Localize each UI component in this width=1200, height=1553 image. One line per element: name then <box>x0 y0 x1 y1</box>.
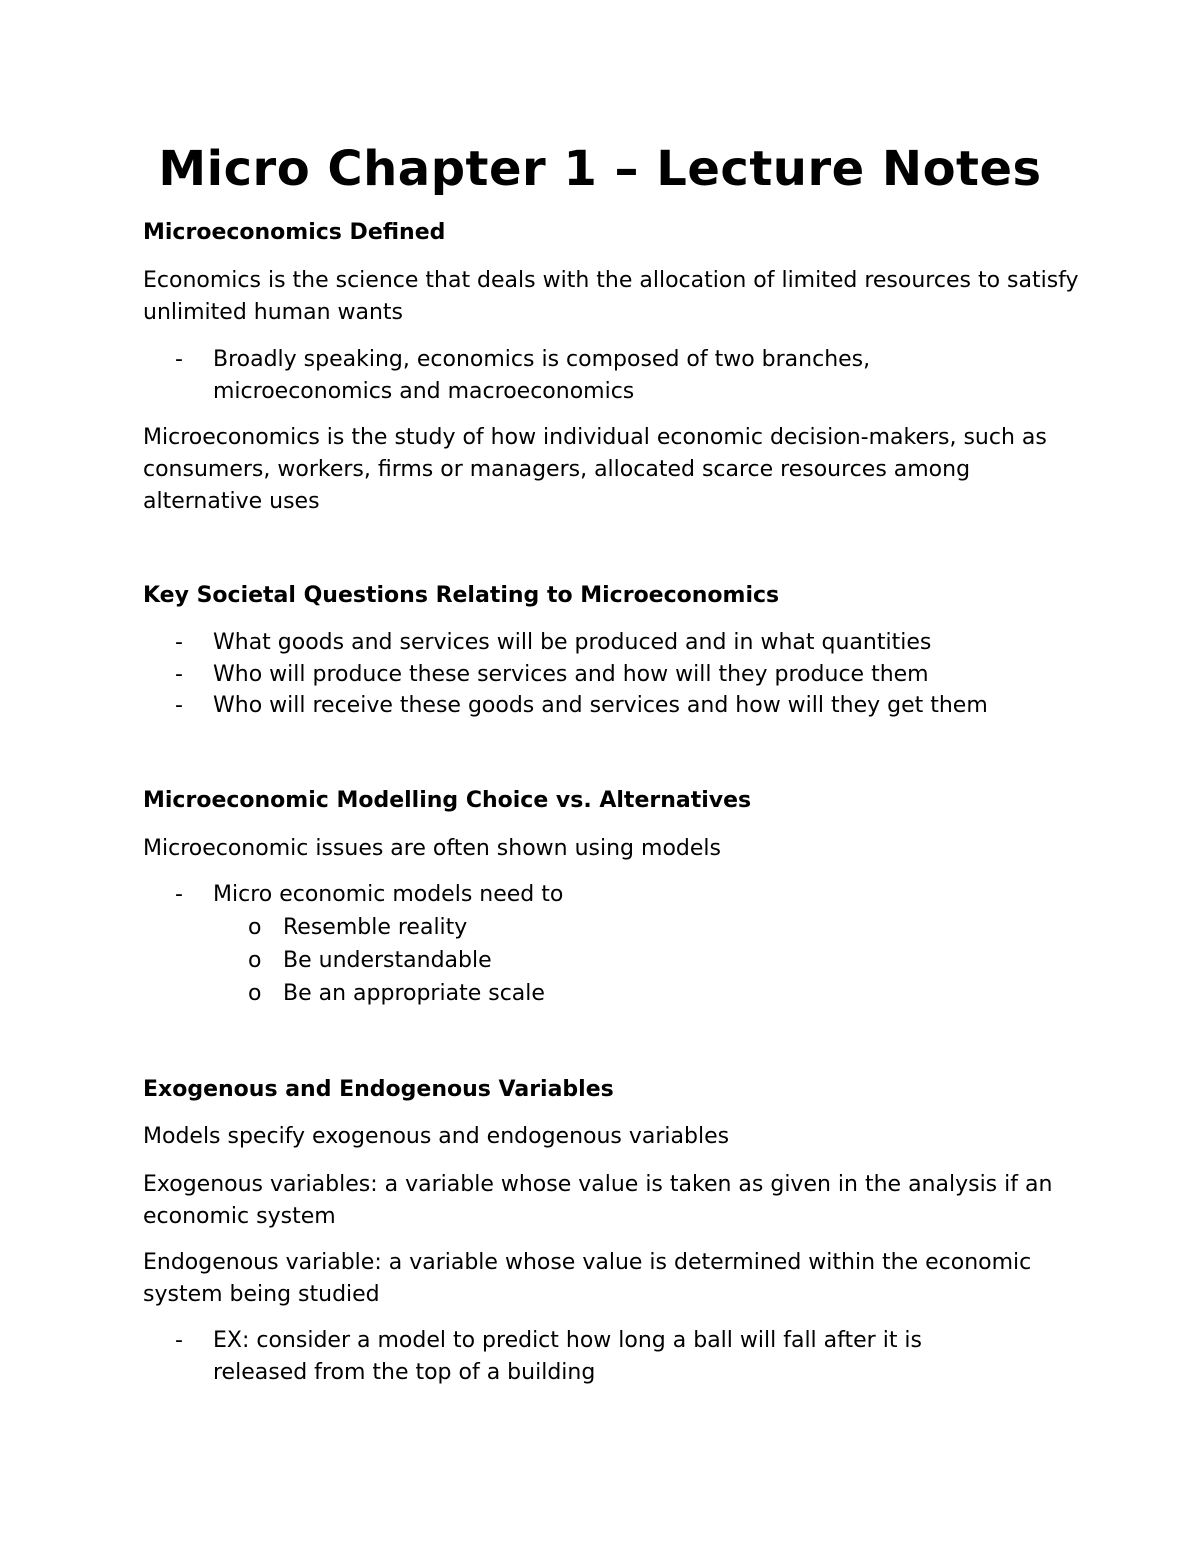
list-item-text: Who will receive these goods and services and how will they get them <box>213 693 988 718</box>
list-item-text <box>213 1325 1083 1389</box>
paragraph: Models specify exogenous and endogenous variables <box>143 1124 730 1149</box>
list-item-line: Broadly speaking, economics is composed of two branches, <box>213 347 871 372</box>
sub-list-item-text: Be understandable <box>283 948 492 973</box>
list-item <box>143 344 1083 408</box>
section-heading: Exogenous and Endogenous Variables <box>143 1077 614 1102</box>
circle-bullet: o <box>248 948 262 973</box>
dash-bullet: - <box>175 1328 183 1353</box>
circle-bullet: o <box>248 981 262 1006</box>
section-heading: Microeconomics Defined <box>143 220 446 245</box>
paragraph: Endogenous variable: a variable whose value is determined within the economic system being studied <box>143 1250 1032 1307</box>
list-item <box>143 1325 1083 1389</box>
dash-bullet: - <box>175 347 183 372</box>
section-heading: Key Societal Questions Relating to Microeconomics <box>143 583 780 608</box>
list-item-line: EX: consider a model to predict how long a ball will fall after it is <box>213 1328 923 1353</box>
list-item-text: What goods and services will be produced and in what quantities <box>213 630 932 655</box>
dash-bullet: - <box>175 662 183 687</box>
list-item-line: released from the top of a building <box>213 1360 596 1385</box>
list-item-line: microeconomics and macroeconomics <box>213 379 635 404</box>
paragraph: Exogenous variables: a variable whose value is taken as given in the analysis if an economic system <box>143 1172 1053 1229</box>
sub-list-item-text: Resemble reality <box>283 915 468 940</box>
list-item-text: Who will produce these services and how will they produce them <box>213 662 929 687</box>
list-item-text: Micro economic models need to <box>213 882 564 907</box>
list-item-text <box>213 344 1083 408</box>
dash-bullet: - <box>175 630 183 655</box>
sub-list-item-text: Be an appropriate scale <box>283 981 545 1006</box>
circle-bullet: o <box>248 915 262 940</box>
paragraph: Microeconomics is the study of how individual economic decision-makers, such as consumers, workers, firms or managers, allocated scarce resources among alternative uses <box>143 425 1047 514</box>
section-heading: Microeconomic Modelling Choice vs. Alternatives <box>143 788 752 813</box>
dash-bullet: - <box>175 693 183 718</box>
dash-bullet: - <box>175 882 183 907</box>
paragraph: Microeconomic issues are often shown using models <box>143 836 721 861</box>
page-title: Micro Chapter 1 – Lecture Notes <box>158 141 1042 197</box>
paragraph: Economics is the science that deals with the allocation of limited resources to satisfy unlimited human wants <box>143 268 1079 325</box>
